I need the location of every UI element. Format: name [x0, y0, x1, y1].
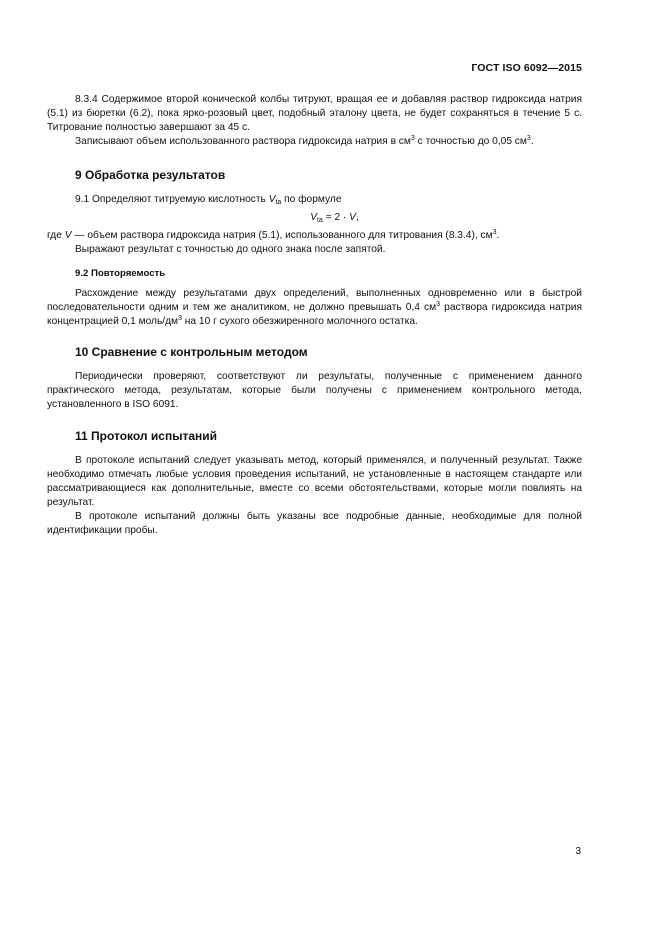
section-10-title: 10 Сравнение с контрольным методом [75, 345, 308, 359]
section-11-title: 11 Протокол испытаний [75, 429, 217, 443]
paragraph-9-2: Расхождение между результатами двух определений, выполненных одновременно или в быстрой последовательности одним и тем же аналитиком, не должно превышать 0,4 $см^3$ раствора гидроксида натрия концентрацией 0,1 моль/$дм^3$ на 10 г сухого обезжиренного молочного остатка. [47, 288, 582, 327]
section-9-2-title: 9.2 Повторяемость [75, 268, 166, 279]
paragraph-record-volume: Записывают объем использованного раствора гидроксида натрия в $см^3$ с точностью до 0,05 $см^3$. [75, 135, 534, 147]
section-9-title: 9 Обработка результатов [75, 168, 226, 182]
document-header: ГОСТ ISO 6092—2015 [471, 62, 582, 74]
formula-explanation: где V — объем раствора гидроксида натрия (5.1), использованного для титрования (8.3.4), $см^3$. [47, 229, 500, 241]
paragraph-10: Периодически проверяют, соответствуют ли результаты, полученные с применением данного практического метода, результатам, которые были получены с применением контрольного метода, установленного в ISO 6091. [47, 371, 582, 410]
formula: $V_{ta} = 2 \cdot V$, [310, 212, 359, 224]
paragraph-11-2: В протоколе испытаний должны быть указаны все подробные данные, необходимые для полной идентификации пробы. [47, 511, 582, 536]
paragraph-9-1: 9.1 Определяют титруемую кислотность $V_{ta}$ по формуле [75, 194, 342, 206]
paragraph-rounding: Выражают результат с точностью до одного знака после запятой. [75, 244, 386, 255]
page-number: 3 [575, 846, 581, 857]
paragraph-8-3-4: 8.3.4 Содержимое второй конической колбы титруют, вращая ее и добавляя раствор гидроксида натрия (5.1) из бюретки (6.2), пока ярко-розовый цвет, подобный эталону цвета, не будет сохраняться в течение 5 с. Титрование полностью завершают за 45 с. [47, 94, 582, 133]
paragraph-11-1: В протоколе испытаний следует указывать метод, который применялся, и полученный результат. Также необходимо отмечать любые условия проведения испытаний, не установленные в настоящем стандарте или рассматривающиеся как дополнительные, вместе со всеми обстоятельствами, которые могли повлиять на результат. [47, 455, 582, 508]
page-content [47, 93, 582, 538]
